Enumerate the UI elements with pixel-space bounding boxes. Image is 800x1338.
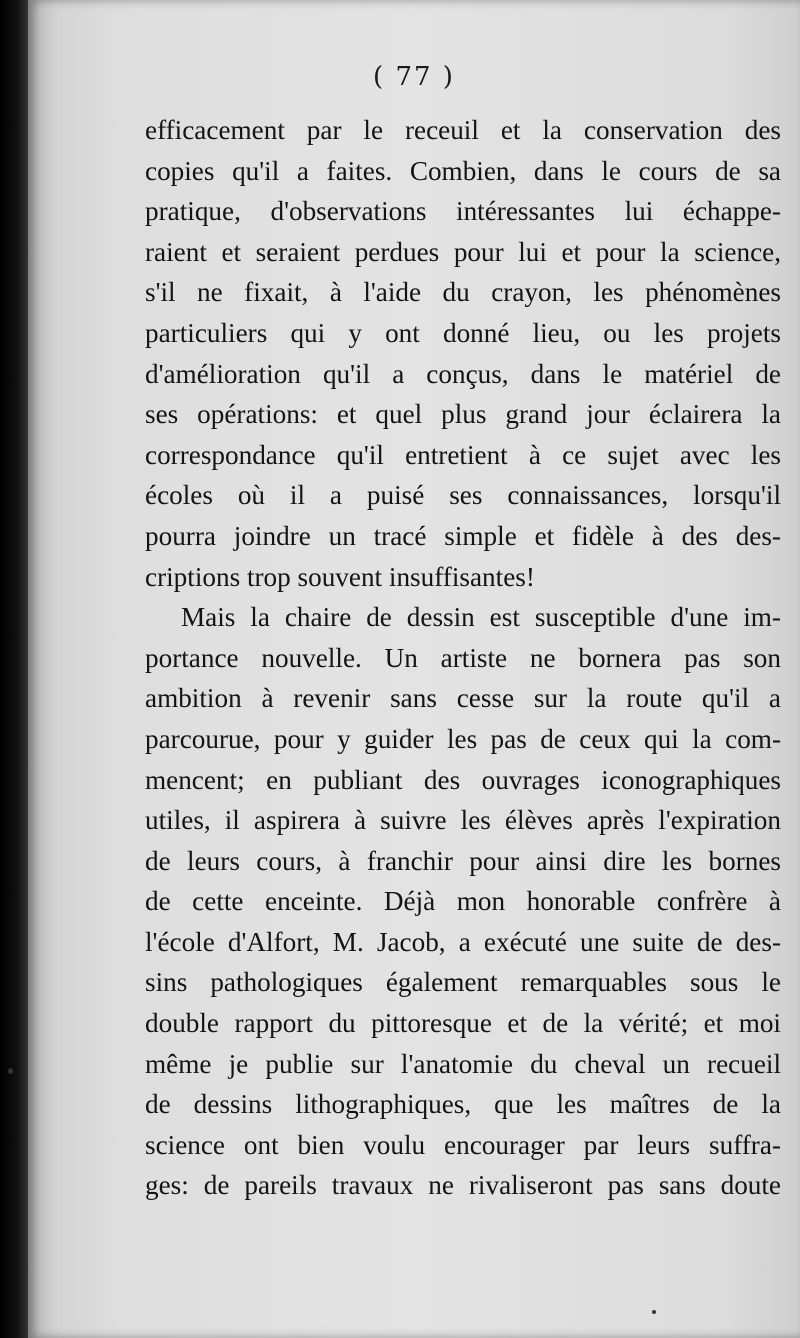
text-line: pourra joindre un tracé simple et fidèle à des des- (145, 520, 781, 551)
text-line: de cette enceinte. Déjà mon honorable confrère à (145, 886, 781, 917)
text-line: de leurs cours, à franchir pour ainsi dire les bornes (145, 845, 781, 876)
paper-speck (652, 1310, 656, 1314)
body-text (145, 110, 781, 1206)
text-line: ges: de pareils travaux ne rivaliseront pas sans doute (145, 1170, 781, 1201)
text-line: mencent; en publiant des ouvrages iconographiques (145, 764, 781, 795)
text-line: Mais la chaire de dessin est susceptible d'une im- (181, 602, 781, 633)
text-line: correspondance qu'il entretient à ce sujet avec les (145, 439, 781, 470)
text-line: utiles, il aspirera à suivre les élèves après l'expiration (145, 805, 781, 836)
text-line: efficacement par le receuil et la conservation des (145, 115, 781, 145)
page-number: ( 77 ) (373, 62, 455, 92)
text-line: s'il ne fixait, à l'aide du crayon, les phénomènes (145, 277, 781, 308)
text-line: particuliers qui y ont donné lieu, ou les projets (145, 317, 781, 348)
text-line: copies qu'il a faites. Combien, dans le cours de sa (145, 155, 781, 186)
text-line: double rapport du pittoresque et de la vérité; et moi (145, 1008, 781, 1039)
text-line: ambition à revenir sans cesse sur la route qu'il a (145, 683, 781, 714)
paper-speck (8, 1068, 13, 1074)
text-line: d'amélioration qu'il a conçus, dans le matériel de (145, 358, 781, 389)
page-edge-shadow (0, 0, 28, 1338)
text-line: science ont bien voulu encourager par leurs suffra- (145, 1129, 781, 1160)
text-line: raient et seraient perdues pour lui et pour la science, (145, 236, 781, 267)
text-line: sins pathologiques également remarquables sous le (145, 967, 781, 998)
text-line: pratique, d'observations intéressantes lui échappe- (145, 196, 781, 227)
text-line: portance nouvelle. Un artiste ne bornera pas son (145, 642, 781, 673)
text-line: criptions trop souvent insuffisantes! (145, 561, 535, 592)
text-line: ses opérations: et quel plus grand jour éclairera la (145, 399, 781, 430)
text-line: même je publie sur l'anatomie du cheval un recueil (145, 1048, 781, 1079)
text-line: de dessins lithographiques, que les maîtres de la (145, 1089, 781, 1120)
text-line: l'école d'Alfort, M. Jacob, a exécuté une suite de des- (145, 926, 781, 957)
scanned-page (28, 0, 800, 1338)
text-line: écoles où il a puisé ses connaissances, lorsqu'il (145, 480, 781, 511)
text-line: parcourue, pour y guider les pas de ceux qui la com- (145, 723, 781, 754)
